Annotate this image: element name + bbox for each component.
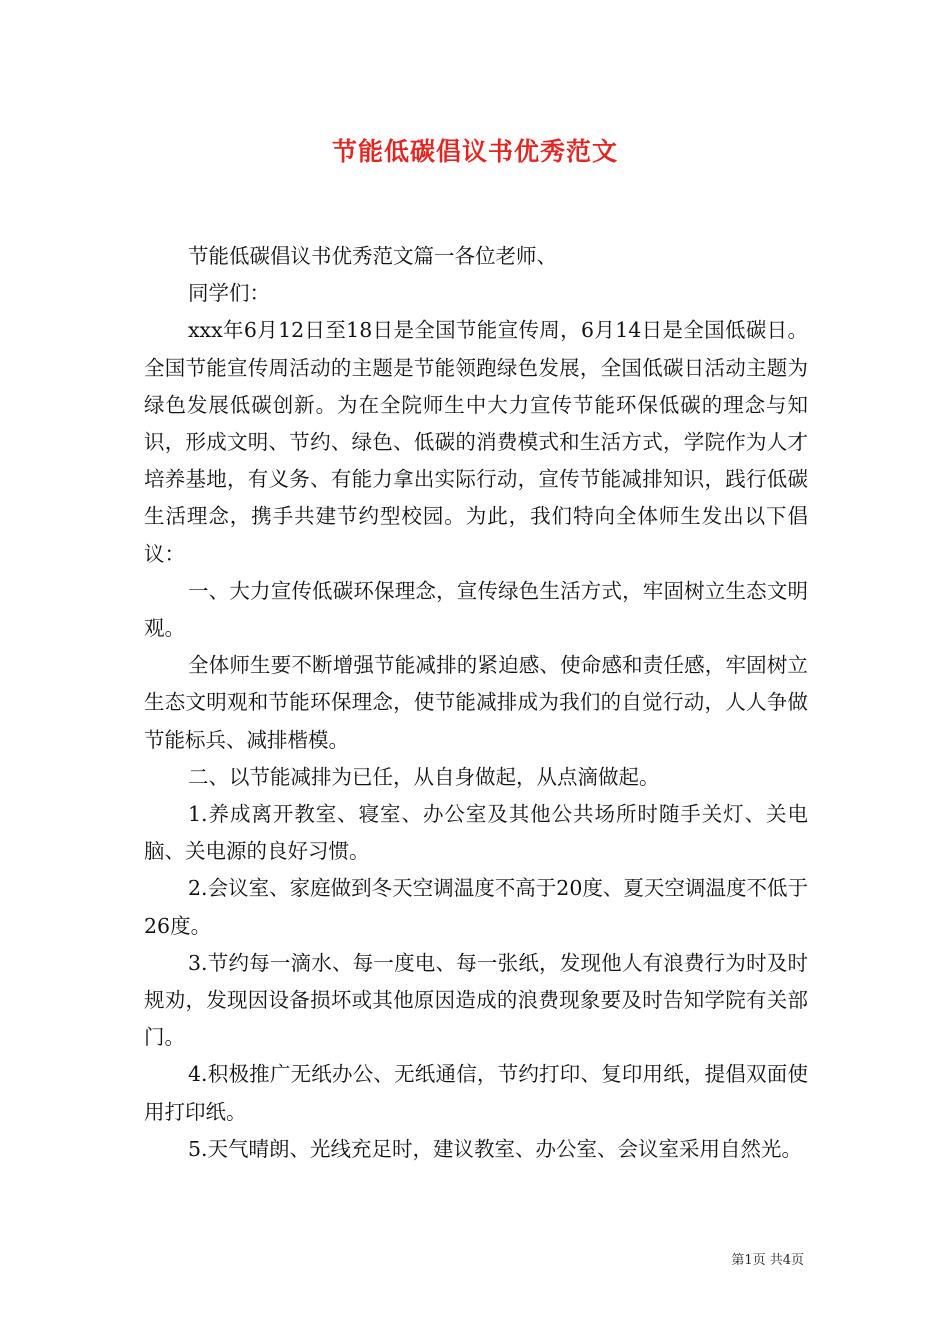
paragraph-item-5: 5.天气晴朗、光线充足时，建议教室、办公室、会议室采用自然光。 — [188, 1136, 803, 1161]
paragraph-section-one-heading: 一、大力宣传低碳环保理念，宣传绿色生活方式，牢固树立生态文明观。 — [144, 578, 808, 641]
paragraph-item-3: 3.节约每一滴水、每一度电、每一张纸，发现他人有浪费行为时及时规劝，发现因设备损坏或其他原因造成的浪费现象要及时告知学院有关部门。 — [144, 950, 808, 1050]
paragraph-section-two-heading: 二、以节能减排为已任，从自身做起，从点滴做起。 — [188, 764, 660, 789]
page-number-footer: 第1页 共4页 — [731, 1253, 804, 1268]
paragraph-section-one-body: 全体师生要不断增强节能减排的紧迫感、使命感和责任感，牢固树立生态文明观和节能环保理念，使节能减排成为我们的自觉行动，人人争做节能标兵、减排楷模。 — [144, 653, 808, 752]
paragraph-intro: xxx年6月12日至18日是全国节能宣传周，6月14日是全国低碳日。全国节能宣传周活动的主题是节能领跑绿色发展，全国低碳日活动主题为绿色发展低碳创新。为在全院师生中大力宣传节能环保低碳的理念与知识，形成文明、节约、绿色、低碳的消费模式和生活方式，学院作为人才培养基地，有义务、有能力拿出实际行动，宣传节能减排知识，践行低碳生活理念，携手共建节约型校园。为此，我们特向全体师生发出以下倡议： — [144, 318, 808, 566]
paragraph-salutation: 同学们： — [188, 281, 270, 306]
document-body — [144, 238, 808, 1168]
paragraph-item-2: 2.会议室、家庭做到冬天空调温度不高于20度、夏天空调温度不低于26度。 — [144, 876, 808, 938]
paragraph-greeting: 节能低碳倡议书优秀范文篇一各位老师、 — [188, 244, 557, 268]
paragraph-item-4: 4.积极推广无纸办公、无纸通信，节约打印、复印用纸，提倡双面使用打印纸。 — [144, 1062, 808, 1124]
document-title: 节能低碳倡议书优秀范文 — [331, 137, 618, 166]
paragraph-item-1: 1.养成离开教室、寝室、办公室及其他公共场所时随手关灯、关电脑、关电源的良好习惯。 — [144, 802, 808, 864]
